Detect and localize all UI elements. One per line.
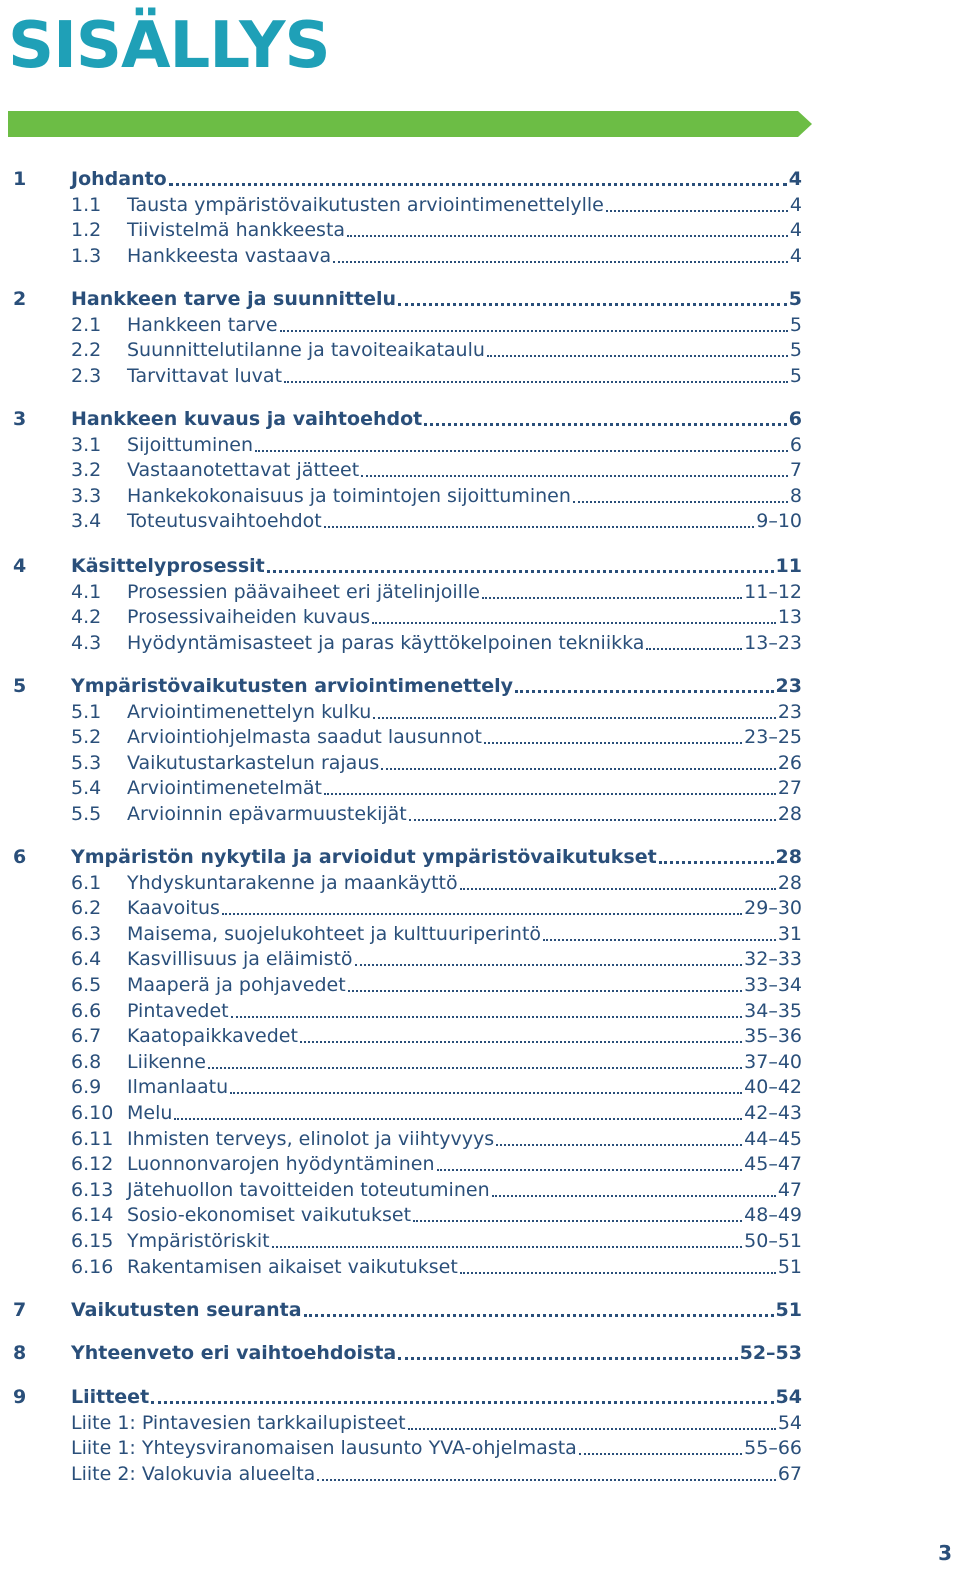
toc-entry-label: Melu [127, 1102, 173, 1124]
toc-entry [127, 699, 802, 725]
toc-section-number: 6.7 [71, 1025, 102, 1047]
toc-section-number: 6.13 [71, 1179, 114, 1201]
dot-leader [484, 741, 742, 744]
toc-section-number: 1.1 [71, 194, 102, 216]
toc-entry [127, 724, 802, 750]
toc-chapter-number: 2 [13, 288, 27, 310]
toc-chapter-row [0, 286, 960, 312]
toc-entry-label: Sijoittuminen [127, 434, 254, 456]
dot-leader [460, 887, 776, 890]
toc-entry-label: Kaatopaikkavedet [127, 1025, 298, 1047]
toc-entry-label: Ympäristöriskit [127, 1230, 270, 1252]
toc-section-row [0, 1177, 960, 1203]
toc-entry-label: Prosessien päävaiheet eri jätelinjoille [127, 581, 480, 603]
toc-entry-page: 40–42 [744, 1076, 802, 1098]
dot-leader [347, 234, 788, 237]
toc-entry [127, 604, 802, 630]
toc-section-row [0, 217, 960, 243]
toc-entry [127, 363, 802, 389]
toc-entry-label: Ilmanlaatu [127, 1076, 229, 1098]
toc-entry-page: 4 [789, 245, 802, 267]
toc-entry-page: 4 [789, 194, 802, 216]
toc-entry-label: Vaikutusten seuranta [71, 1299, 302, 1321]
dot-leader [169, 182, 787, 186]
toc-section-number: 5.1 [71, 701, 102, 723]
toc-section-number: 6.12 [71, 1153, 114, 1175]
toc-entry [127, 750, 802, 776]
toc-section-row [0, 699, 960, 725]
toc-entry-label: Prosessivaiheiden kuvaus [127, 606, 371, 628]
dot-leader [230, 1091, 742, 1094]
toc-section-row [0, 192, 960, 218]
dot-leader [409, 818, 776, 821]
toc-entry-label: Pintavedet [127, 1000, 229, 1022]
dot-leader [646, 647, 742, 650]
toc-entry-page: 42–43 [744, 1102, 802, 1124]
toc-entry [71, 1461, 802, 1487]
toc-entry-label: Liite 1: Yhteysviranomaisen lausunto YVA-ohjelmasta [71, 1437, 577, 1459]
toc-entry-page: 5 [789, 339, 802, 361]
toc-section-row [0, 457, 960, 483]
toc-entry-page: 4 [789, 219, 802, 241]
toc-entry-page: 5 [789, 314, 802, 336]
toc-entry [127, 457, 802, 483]
toc-entry [127, 508, 802, 534]
toc-entry-page: 11 [775, 555, 802, 577]
toc-entry-page: 13–23 [744, 632, 802, 654]
toc-section-number: 5.4 [71, 777, 102, 799]
toc-entry-label: Hankkeen tarve [127, 314, 278, 336]
dot-leader [579, 1452, 742, 1455]
toc-entry-page: 13 [777, 606, 802, 628]
toc-chapter-number: 4 [13, 555, 27, 577]
toc-entry [127, 1126, 802, 1152]
toc-appendix-row [0, 1410, 960, 1436]
dot-leader [372, 621, 776, 624]
toc-section-number: 3.1 [71, 434, 102, 456]
toc-chapter-row [0, 844, 960, 870]
toc-entry [71, 1384, 802, 1410]
toc-section-number: 6.15 [71, 1230, 114, 1252]
toc-entry-label: Luonnonvarojen hyödyntäminen [127, 1153, 435, 1175]
toc-entry-label: Yhdyskuntarakenne ja maankäyttö [127, 872, 458, 894]
toc-entry-label: Liikenne [127, 1051, 206, 1073]
toc-entry [127, 337, 802, 363]
toc-entry-label: Kasvillisuus ja eläimistö [127, 948, 353, 970]
toc-section-number: 2.2 [71, 339, 102, 361]
toc-entry-label: Ympäristön nykytila ja arvioidut ympäristövaikutukset [71, 846, 657, 868]
toc-entry [127, 775, 802, 801]
toc-section-number: 2.3 [71, 365, 102, 387]
toc-section-number: 3.4 [71, 510, 102, 532]
toc-section-row [0, 750, 960, 776]
toc-entry [127, 1100, 802, 1126]
dot-leader [267, 569, 774, 573]
toc-entry-label: Ihmisten terveys, elinolot ja viihtyvyys [127, 1128, 495, 1150]
toc-entry [127, 243, 802, 269]
toc-entry-page: 54 [775, 1386, 802, 1408]
toc-section-row [0, 1126, 960, 1152]
toc-entry-label: Hankkeen tarve ja suunnittelu [71, 288, 397, 310]
toc-entry-page: 52–53 [739, 1342, 802, 1364]
toc-entry-label: Johdanto [71, 168, 167, 190]
toc-section-row [0, 1151, 960, 1177]
dot-leader [304, 1313, 774, 1317]
toc-entry-label: Arvioinnin epävarmuustekijät [127, 803, 407, 825]
toc-entry-page: 27 [777, 777, 802, 799]
toc-section-row [0, 895, 960, 921]
dot-leader [208, 1066, 742, 1069]
toc-section-number: 6.10 [71, 1102, 114, 1124]
toc-entry [127, 801, 802, 827]
toc-entry [127, 870, 802, 896]
toc-section-row [0, 508, 960, 534]
toc-section-row [0, 1202, 960, 1228]
toc-entry-label: Tausta ympäristövaikutusten arviointimenettelylle [127, 194, 604, 216]
toc-entry [127, 1177, 802, 1203]
dot-leader [231, 1015, 743, 1018]
dot-leader [151, 1400, 773, 1404]
toc-entry-page: 37–40 [744, 1051, 802, 1073]
toc-entry [71, 844, 802, 870]
toc-section-row [0, 363, 960, 389]
toc-entry-page: 54 [777, 1412, 802, 1434]
toc-section-row [0, 1254, 960, 1280]
dot-leader [398, 302, 787, 306]
toc-entry-label: Yhteenveto eri vaihtoehdoista [71, 1342, 397, 1364]
toc-entry-label: Arviointimenetelmät [127, 777, 322, 799]
page-number: 3 [938, 1541, 952, 1565]
dot-leader [381, 767, 776, 770]
toc-entry [127, 579, 802, 605]
toc-entry-page: 67 [777, 1463, 802, 1485]
toc-entry-page: 51 [777, 1256, 802, 1278]
toc-section-number: 3.3 [71, 485, 102, 507]
toc-chapter-row [0, 553, 960, 579]
toc-entry-page: 5 [788, 288, 802, 310]
toc-entry-page: 45–47 [744, 1153, 802, 1175]
toc-chapter-row [0, 166, 960, 192]
dot-leader [373, 716, 775, 719]
toc-section-row [0, 775, 960, 801]
toc-entry [127, 312, 802, 338]
toc-section-row [0, 579, 960, 605]
dot-leader [606, 209, 788, 212]
dot-leader [174, 1117, 742, 1120]
toc-entry-label: Suunnittelutilanne ja tavoiteaikataulu [127, 339, 485, 361]
toc-entry [127, 432, 802, 458]
toc-entry-label: Maisema, suojelukohteet ja kulttuuriperintö [127, 923, 542, 945]
toc-entry [127, 1023, 802, 1049]
toc-entry-label: Tiivistelmä hankkeesta [127, 219, 346, 241]
toc-appendix-row [0, 1461, 960, 1487]
toc-entry [127, 1049, 802, 1075]
toc-appendix-row [0, 1435, 960, 1461]
dot-leader [496, 1143, 742, 1146]
dot-leader [355, 963, 743, 966]
toc-entry [71, 166, 802, 192]
toc-section-row [0, 1074, 960, 1100]
toc-chapter-row [0, 406, 960, 432]
dot-leader [543, 938, 776, 941]
toc-entry [127, 921, 802, 947]
dot-leader [348, 989, 742, 992]
toc-chapter-number: 1 [13, 168, 27, 190]
toc-entry-page: 26 [777, 752, 802, 774]
toc-entry [127, 1202, 802, 1228]
dot-leader [284, 380, 788, 383]
toc-section-number: 5.2 [71, 726, 102, 748]
toc-section-number: 6.8 [71, 1051, 102, 1073]
dot-leader [437, 1168, 743, 1171]
dot-leader [424, 422, 787, 426]
toc-entry-label: Arviointiohjelmasta saadut lausunnot [127, 726, 482, 748]
toc-entry-page: 11–12 [744, 581, 802, 603]
toc-section-number: 6.11 [71, 1128, 114, 1150]
toc-entry-page: 5 [789, 365, 802, 387]
toc-entry-page: 44–45 [744, 1128, 802, 1150]
toc-section-number: 5.5 [71, 803, 102, 825]
toc-section-row [0, 604, 960, 630]
toc-entry-label: Vaikutustarkastelun rajaus [127, 752, 380, 774]
dot-leader [659, 860, 774, 864]
toc-entry [71, 286, 802, 312]
toc-section-row [0, 312, 960, 338]
toc-entry-label: Hankekokonaisuus ja toimintojen sijoittuminen [127, 485, 571, 507]
toc-entry-page: 50–51 [744, 1230, 802, 1252]
toc-entry-page: 6 [788, 408, 802, 430]
toc-entry-page: 4 [788, 168, 802, 190]
toc-entry-page: 28 [777, 803, 802, 825]
toc-entry-page: 28 [777, 872, 802, 894]
toc-entry-page: 23 [775, 675, 802, 697]
toc-entry-page: 9–10 [756, 510, 802, 532]
toc-entry-page: 47 [777, 1179, 802, 1201]
dot-leader [300, 1040, 742, 1043]
toc-entry-page: 55–66 [744, 1437, 802, 1459]
toc-entry [127, 1228, 802, 1254]
toc-section-row [0, 801, 960, 827]
toc-entry-page: 51 [775, 1299, 802, 1321]
toc-entry-page: 28 [775, 846, 802, 868]
dot-leader [272, 1245, 743, 1248]
toc-section-number: 6.14 [71, 1204, 114, 1226]
toc-entry-page: 34–35 [744, 1000, 802, 1022]
toc-entry-label: Toteutusvaihtoehdot [127, 510, 322, 532]
dot-leader [460, 1271, 776, 1274]
toc-entry [71, 673, 802, 699]
toc-section-number: 4.2 [71, 606, 102, 628]
dot-leader [324, 525, 755, 528]
toc-section-row [0, 243, 960, 269]
dot-leader [408, 1427, 776, 1430]
toc-chapter-number: 7 [13, 1299, 27, 1321]
toc-entry [127, 1254, 802, 1280]
toc-entry-label: Arviointimenettelyn kulku [127, 701, 372, 723]
toc-section-row [0, 946, 960, 972]
toc-entry-label: Ympäristövaikutusten arviointimenettely [71, 675, 514, 697]
toc-section-row [0, 337, 960, 363]
toc-section-number: 6.1 [71, 872, 102, 894]
toc-section-row [0, 921, 960, 947]
toc-chapter-number: 3 [13, 408, 27, 430]
toc-entry-label: Sosio-ekonomiset vaikutukset [127, 1204, 412, 1226]
dot-leader [398, 1356, 737, 1360]
toc-entry [71, 406, 802, 432]
toc-entry-label: Tarvittavat luvat [127, 365, 283, 387]
dot-leader [413, 1219, 742, 1222]
toc-chapter-number: 9 [13, 1386, 27, 1408]
toc-section-number: 6.3 [71, 923, 102, 945]
toc-entry-page: 23–25 [744, 726, 802, 748]
title-banner [8, 111, 812, 137]
toc-entry-page: 29–30 [744, 897, 802, 919]
toc-section-row [0, 870, 960, 896]
toc-entry-label: Käsittelyprosessit [71, 555, 265, 577]
toc-entry-label: Rakentamisen aikaiset vaikutukset [127, 1256, 458, 1278]
toc-entry [127, 1074, 802, 1100]
toc-section-row [0, 432, 960, 458]
toc-entry [127, 895, 802, 921]
toc-entry [127, 630, 802, 656]
toc-entry [127, 192, 802, 218]
dot-leader [280, 329, 788, 332]
toc-section-number: 1.3 [71, 245, 102, 267]
toc-section-row [0, 724, 960, 750]
toc-entry-label: Hankkeen kuvaus ja vaihtoehdot [71, 408, 423, 430]
toc-chapter-row [0, 1297, 960, 1323]
toc-entry [71, 1297, 802, 1323]
toc-entry [71, 1340, 802, 1366]
toc-entry [127, 483, 802, 509]
toc-chapter-row [0, 1384, 960, 1410]
toc-section-row [0, 483, 960, 509]
toc-entry-page: 8 [789, 485, 802, 507]
toc-section-row [0, 972, 960, 998]
toc-chapter-row [0, 1340, 960, 1366]
toc-entry-label: Liite 1: Pintavesien tarkkailupisteet [71, 1412, 406, 1434]
toc-section-row [0, 998, 960, 1024]
toc-entry [71, 1410, 802, 1436]
toc-section-row [0, 1100, 960, 1126]
toc-section-number: 4.3 [71, 632, 102, 654]
toc-chapter-number: 5 [13, 675, 27, 697]
toc-entry [127, 972, 802, 998]
toc-entry-page: 6 [789, 434, 802, 456]
toc-entry [127, 217, 802, 243]
toc-section-number: 6.4 [71, 948, 102, 970]
toc-entry [71, 553, 802, 579]
toc-section-number: 2.1 [71, 314, 102, 336]
toc-entry-page: 32–33 [744, 948, 802, 970]
toc-entry-label: Vastaanotettavat jätteet [127, 459, 360, 481]
toc-section-number: 6.5 [71, 974, 102, 996]
toc-entry-label: Liitteet [71, 1386, 150, 1408]
toc-section-row [0, 1023, 960, 1049]
toc-entry [71, 1435, 802, 1461]
toc-entry-page: 23 [777, 701, 802, 723]
toc-entry-page: 7 [789, 459, 802, 481]
toc-entry-label: Liite 2: Valokuvia alueelta [71, 1463, 316, 1485]
toc-section-number: 6.2 [71, 897, 102, 919]
dot-leader [333, 260, 788, 263]
toc-entry-label: Hankkeesta vastaava [127, 245, 332, 267]
toc-entry-page: 48–49 [744, 1204, 802, 1226]
dot-leader [222, 912, 742, 915]
toc-entry-label: Hyödyntämisasteet ja paras käyttökelpoinen tekniikka [127, 632, 645, 654]
dot-leader [492, 1194, 776, 1197]
toc-section-number: 6.6 [71, 1000, 102, 1022]
page-title: SISÄLLYS [8, 9, 330, 83]
toc-section-number: 5.3 [71, 752, 102, 774]
toc-section-row [0, 630, 960, 656]
toc-section-number: 1.2 [71, 219, 102, 241]
toc-entry [127, 1151, 802, 1177]
toc-chapter-number: 6 [13, 846, 27, 868]
toc-entry [127, 998, 802, 1024]
dot-leader [317, 1478, 776, 1481]
toc-entry-page: 31 [777, 923, 802, 945]
toc-entry-page: 35–36 [744, 1025, 802, 1047]
toc-section-row [0, 1228, 960, 1254]
dot-leader [361, 474, 788, 477]
dot-leader [515, 689, 774, 693]
dot-leader [255, 449, 788, 452]
toc-entry-label: Maaperä ja pohjavedet [127, 974, 346, 996]
toc-section-number: 3.2 [71, 459, 102, 481]
toc-section-row [0, 1049, 960, 1075]
toc-chapter-row [0, 673, 960, 699]
dot-leader [487, 354, 788, 357]
toc-chapter-number: 8 [13, 1342, 27, 1364]
toc-entry-label: Kaavoitus [127, 897, 220, 919]
dot-leader [482, 596, 742, 599]
dot-leader [573, 500, 788, 503]
toc-entry-label: Jätehuollon tavoitteiden toteutuminen [127, 1179, 490, 1201]
dot-leader [324, 792, 776, 795]
toc-entry-page: 33–34 [744, 974, 802, 996]
toc-section-number: 6.9 [71, 1076, 102, 1098]
toc-entry [127, 946, 802, 972]
toc-section-number: 4.1 [71, 581, 102, 603]
toc-section-number: 6.16 [71, 1256, 114, 1278]
